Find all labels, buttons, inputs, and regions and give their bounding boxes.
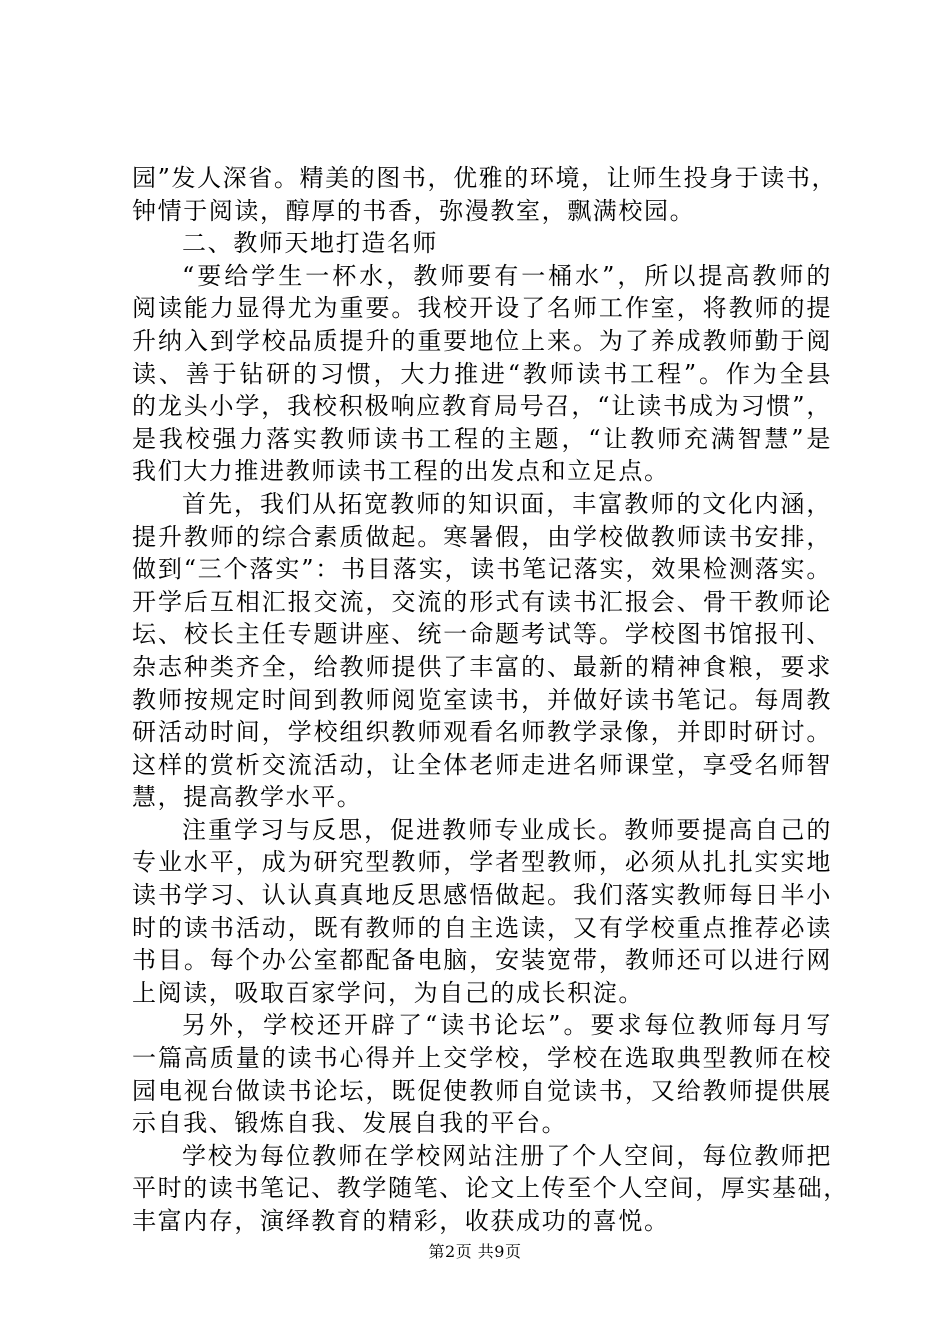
text-line: 的龙头小学，我校积极响应教育局号召，“让读书成为习惯”， (132, 392, 832, 421)
text-line: 开学后互相汇报交流，交流的形式有读书汇报会、骨干教师论 (132, 587, 832, 616)
text-line: 园电视台做读书论坛，既促使教师自觉读书，又给教师提供展 (132, 1076, 832, 1105)
text-line: 平时的读书笔记、教学随笔、论文上传至个人空间，厚实基础， (132, 1174, 849, 1203)
text-line: 专业水平，成为研究型教师，学者型教师，必须从扎扎实实地 (132, 848, 832, 877)
text-line: 读书学习、认认真真地反思感悟做起。我们落实教师每日半小 (132, 881, 832, 910)
text-line: 是我校强力落实教师读书工程的主题，“让教师充满智慧”是 (132, 424, 832, 453)
text-line: 读、善于钻研的习惯，大力推进“教师读书工程”。作为全县 (132, 359, 832, 388)
text-line: 坛、校长主任专题讲座、统一命题考试等。学校图书馆报刊、 (132, 620, 832, 649)
section-heading: 二、教师天地打造名师 (182, 229, 438, 258)
paragraph-start: 学校为每位教师在学校网站注册了个人空间，每位教师把 (182, 1141, 832, 1170)
text-line: 杂志种类齐全，给教师提供了丰富的、最新的精神食粮，要求 (132, 652, 832, 681)
text-line: 做到“三个落实”：书目落实，读书笔记落实，效果检测落实。 (132, 555, 832, 584)
paragraph-start: 首先，我们从拓宽教师的知识面，丰富教师的文化内涵， (182, 489, 832, 518)
text-line: 钟情于阅读，醇厚的书香，弥漫教室，飘满校园。 (132, 196, 696, 225)
text-line: 研活动时间，学校组织教师观看名师教学录像，并即时研讨。 (132, 718, 832, 747)
paragraph-start: “要给学生一杯水，教师要有一桶水”，所以提高教师的 (182, 261, 832, 290)
text-line: 时的读书活动，既有教师的自主选读，又有学校重点推荐必读 (132, 913, 832, 942)
text-line: 阅读能力显得尤为重要。我校开设了名师工作室，将教师的提 (132, 294, 832, 323)
page-number-footer: 第2页 共9页 (428, 1242, 522, 1261)
text-line: 丰富内存，演绎教育的精彩，收获成功的喜悦。 (132, 1207, 670, 1235)
paragraph-start: 另外，学校还开辟了“读书论坛”。要求每位教师每月写 (182, 1011, 832, 1040)
text-line: 教师按规定时间到教师阅览室读书，并做好读书笔记。每周教 (132, 685, 832, 714)
text-line: 上阅读，吸取百家学问，为自己的成长积淀。 (132, 978, 644, 1007)
text-line: 提升教师的综合素质做起。寒暑假，由学校做教师读书安排， (132, 522, 832, 551)
text-line: 园”发人深省。精美的图书，优雅的环境，让师生投身于读书， (132, 164, 838, 192)
body-text (132, 162, 849, 1238)
text-line: 升纳入到学校品质提升的重要地位上来。为了养成教师勤于阅 (132, 326, 832, 355)
text-line: 一篇高质量的读书心得并上交学校，学校在选取典型教师在校 (132, 1044, 832, 1073)
paragraph-start: 注重学习与反思，促进教师专业成长。教师要提高自己的 (182, 815, 832, 844)
text-line: 慧，提高教学水平。 (132, 783, 363, 812)
text-line: 书目。每个办公室都配备电脑，安装宽带，教师还可以进行网 (132, 946, 832, 975)
text-line: 我们大力推进教师读书工程的出发点和立足点。 (132, 457, 670, 486)
text-line: 这样的赏析交流活动，让全体老师走进名师课堂，享受名师智 (132, 750, 832, 779)
text-line: 示自我、锻炼自我、发展自我的平台。 (132, 1109, 568, 1138)
